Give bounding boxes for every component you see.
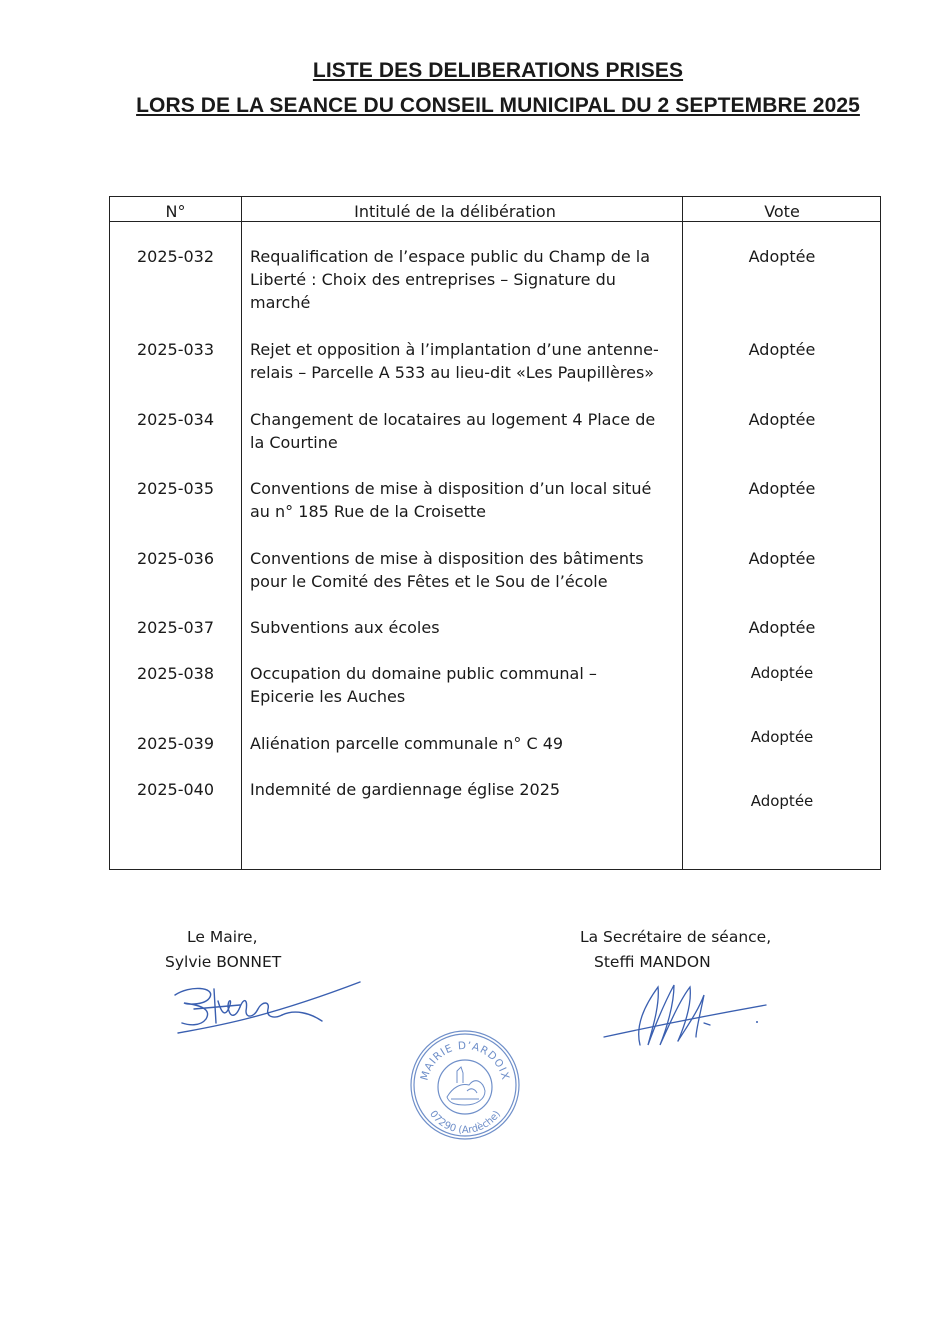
row-vote: Adoptée — [748, 549, 816, 568]
row-number: 2025-033 — [136, 340, 215, 359]
row-title: Subventions aux écoles — [250, 618, 440, 637]
stamp-text-bottom: 07290 (Ardèche) — [427, 1108, 503, 1137]
row-title: Conventions de mise à disposition des bâtiments pour le Comité des Fêtes et le Sou de l’école — [250, 549, 644, 591]
mayor-signature — [170, 975, 370, 1040]
row-title: Requalification de l’espace public du Champ de la Liberté : Choix des entreprises – Signature du marché — [250, 247, 651, 312]
document-subtitle: LORS DE LA SEANCE DU CONSEIL MUNICIPAL DU 2 SEPTEMBRE 2025 — [136, 94, 860, 117]
mayor-name: Sylvie BONNET — [165, 953, 282, 971]
row-vote: Adoptée — [748, 618, 816, 637]
row-vote: Adoptée — [750, 728, 814, 746]
row-title: Aliénation parcelle communale n° C 49 — [250, 734, 564, 753]
row-number: 2025-037 — [136, 618, 215, 637]
header-number: N° — [165, 202, 186, 221]
deliberations-table — [109, 196, 881, 870]
secretary-role: La Secrétaire de séance, — [580, 928, 772, 946]
column-divider — [682, 197, 683, 869]
stamp-text-top: MAIRIE D’ARDOIX — [418, 1039, 512, 1082]
document-title: LISTE DES DELIBERATIONS PRISES — [312, 59, 684, 82]
row-number: 2025-032 — [136, 247, 215, 266]
secretary-name: Steffi MANDON — [594, 953, 711, 971]
row-vote: Adoptée — [750, 792, 814, 810]
row-title: Rejet et opposition à l’implantation d’une antenne-relais – Parcelle A 533 au lieu-dit «Les Paupillères» — [250, 340, 659, 382]
row-title: Indemnité de gardiennage église 2025 — [250, 780, 561, 799]
row-title: Changement de locataires au logement 4 Place de la Courtine — [250, 410, 656, 452]
row-number: 2025-036 — [136, 549, 215, 568]
header-title: Intitulé de la délibération — [354, 202, 556, 221]
row-vote: Adoptée — [748, 247, 816, 266]
header-vote: Vote — [764, 202, 800, 221]
mayor-role: Le Maire, — [187, 928, 258, 946]
row-title: Occupation du domaine public communal – Epicerie les Auches — [250, 664, 597, 706]
secretary-signature — [600, 975, 770, 1055]
row-vote: Adoptée — [748, 410, 816, 429]
row-number: 2025-040 — [136, 780, 215, 799]
row-vote: Adoptée — [748, 340, 816, 359]
row-number: 2025-034 — [136, 410, 215, 429]
stamp-emblem-icon — [447, 1067, 485, 1105]
column-divider — [241, 197, 242, 869]
row-number: 2025-038 — [136, 664, 215, 683]
row-vote: Adoptée — [748, 479, 816, 498]
row-vote: Adoptée — [750, 664, 814, 682]
row-number: 2025-035 — [136, 479, 215, 498]
mairie-stamp — [405, 1025, 525, 1145]
row-number: 2025-039 — [136, 734, 215, 753]
row-title: Conventions de mise à disposition d’un local situé au n° 185 Rue de la Croisette — [250, 479, 652, 521]
